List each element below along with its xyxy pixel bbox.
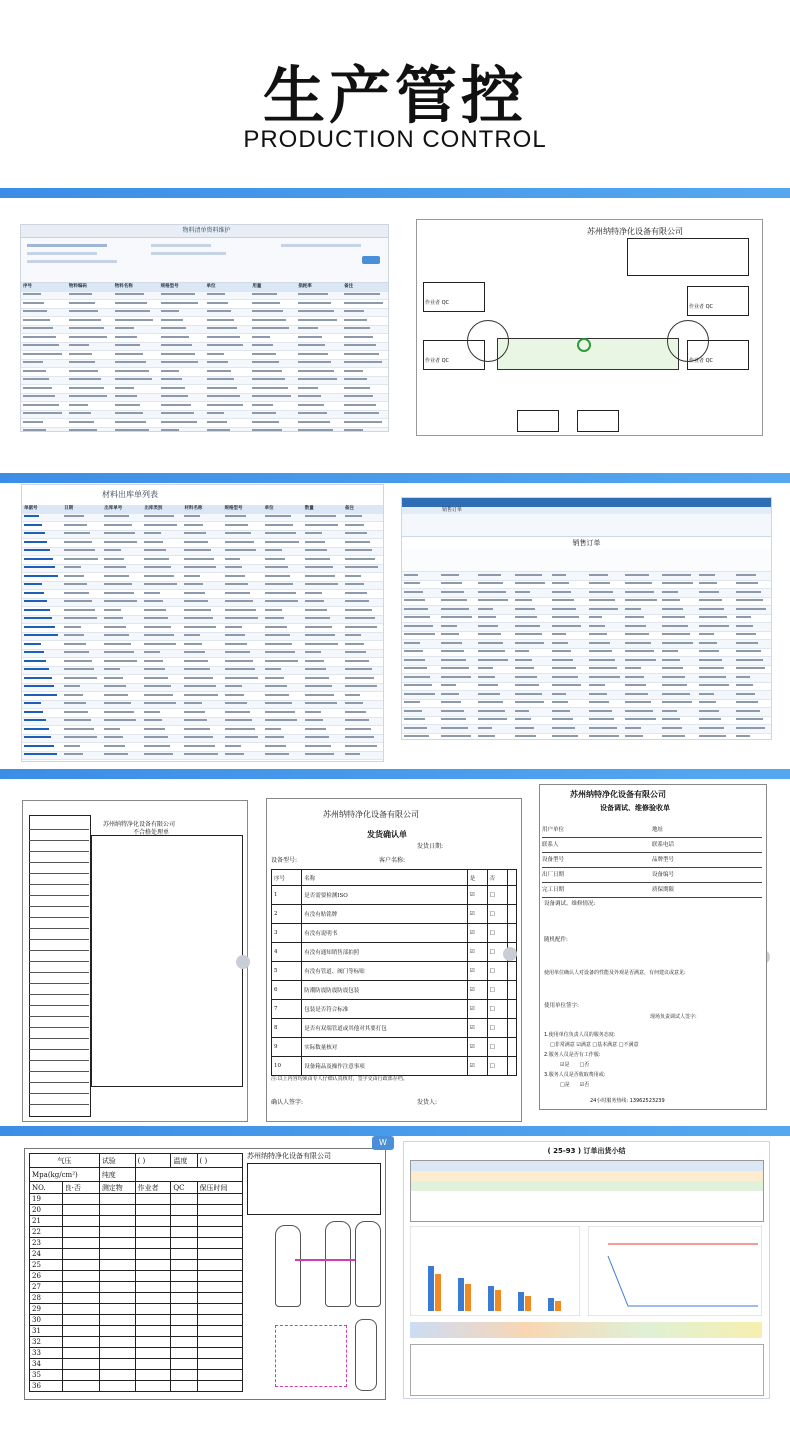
- table-row: [22, 667, 383, 676]
- section-repair: 设备调试、维修情况:: [544, 901, 596, 907]
- table-row: [402, 606, 771, 615]
- checklist-row: 6 防潮防震防震防震包装 ☑ □: [272, 981, 517, 1000]
- date-label: 发货日期:: [417, 843, 444, 850]
- table-row: [22, 633, 383, 642]
- table-row: [21, 326, 388, 335]
- form-field-row: 用户单位 地址: [542, 823, 762, 838]
- question-3: 3.服务人员是否收取费用或:: [544, 1072, 606, 1078]
- form-company: 苏州纳特净化设备有限公司: [570, 789, 666, 799]
- table-row: [22, 522, 383, 531]
- checklist-row: 2 有没有贴铭牌 ☑ □: [272, 905, 517, 924]
- test-row: 27: [30, 1282, 243, 1293]
- table-row: [21, 385, 388, 394]
- bom-maintenance-screenshot: [20, 224, 389, 432]
- carousel-prev-button[interactable]: [236, 955, 250, 969]
- table-row: [402, 572, 771, 581]
- test-row: 26: [30, 1271, 243, 1282]
- question-1: 1.使用单位负责人员的服务态度:: [544, 1032, 616, 1038]
- q2-options: ☑是 □否: [560, 1062, 590, 1068]
- test-row: 33: [30, 1348, 243, 1359]
- engineer-label: 现场负责调试人签字:: [650, 1014, 697, 1020]
- table-row: [22, 735, 383, 744]
- table-row: [21, 343, 388, 352]
- table-row: [21, 419, 388, 428]
- edit-tag[interactable]: W: [372, 1136, 394, 1150]
- table-row: [21, 292, 388, 301]
- table-row: [21, 411, 388, 420]
- table-row: [21, 309, 388, 318]
- table-row: [22, 624, 383, 633]
- form-field-row: 完工日期 质保期限: [542, 883, 762, 898]
- table-row: [22, 556, 383, 565]
- table-header: 单据号 日期 出库单号 出库类别 材料名称 规格型号 单位 数量 备注: [22, 505, 383, 514]
- process-drawing-screenshot: 苏州纳特净化设备有限公司 作业者 QC 作业者 QC 作业者 QC 作业者 QC: [416, 219, 763, 436]
- test-row: 30: [30, 1315, 243, 1326]
- section-divider: [0, 188, 790, 198]
- pressure-test-sheet-scan: [24, 1148, 386, 1400]
- table-header: 序号 物料编码 物料名称 规格型号 单位 用量 损耗率 备注: [21, 283, 388, 292]
- receiver-label: 发货人:: [417, 1099, 438, 1106]
- form-field-row: 出厂日期 设备编号: [542, 868, 762, 883]
- table-row: [22, 599, 383, 608]
- footer-note: 注:以上内容均须由专人仔细认真核对，签字交由行政部存档。: [271, 1076, 408, 1082]
- checklist-row: 10 设备箱品及操作注意事项 ☑ □: [272, 1057, 517, 1076]
- table-row: [22, 650, 383, 659]
- table-row: [22, 514, 383, 523]
- table-row: [22, 726, 383, 735]
- checklist-row: 8 是否有双端管道或其他对其要打包 ☑ □: [272, 1019, 517, 1038]
- table-row: [402, 589, 771, 598]
- page-subtitle: PRODUCTION CONTROL: [243, 126, 547, 153]
- table-row: [22, 548, 383, 557]
- q1-options: □非常满意 ☑满意 □基本满意 □不满意: [550, 1042, 639, 1048]
- nonconforming-form-scan: [22, 800, 248, 1122]
- section-feedback: 使用单位确认人对设备的性能及外观是否满意，有何建议或意见:: [544, 970, 686, 976]
- table-row: [21, 428, 388, 433]
- window-title: 物料清单资料维护: [182, 227, 231, 234]
- table-row: [402, 657, 771, 666]
- customer-label: 客户名称:: [379, 857, 406, 864]
- table-row: [402, 700, 771, 709]
- table-row: [22, 718, 383, 727]
- sales-order-screenshot: [401, 497, 772, 740]
- form-title: 设备调试、维修验收单: [600, 803, 670, 812]
- window-title-bar: [21, 225, 388, 238]
- test-row: 31: [30, 1326, 243, 1337]
- confirm-label: 确认人签字:: [271, 1099, 304, 1106]
- test-row: 19: [30, 1194, 243, 1205]
- table-row: [402, 623, 771, 632]
- table-row: [22, 658, 383, 667]
- order-summary-screenshot: [403, 1141, 770, 1399]
- table-row: [21, 368, 388, 377]
- table-row: [22, 573, 383, 582]
- table-row: [21, 360, 388, 369]
- table-row: [402, 708, 771, 717]
- device-label: 设备型号:: [271, 857, 298, 864]
- table-row: [22, 743, 383, 752]
- table-row: [402, 615, 771, 624]
- test-row: 34: [30, 1359, 243, 1370]
- checklist-row: 1 是否需要检测ISO ☑ □: [272, 886, 517, 905]
- sign-label: 使用单位签字:: [544, 1003, 579, 1009]
- table-row: [402, 674, 771, 683]
- line-chart: [588, 1226, 762, 1316]
- form-company: 苏州纳特净化设备有限公司: [103, 821, 176, 828]
- question-2: 2.服务人员是否有工作服:: [544, 1052, 601, 1058]
- test-row: 32: [30, 1337, 243, 1348]
- table-row: [22, 616, 383, 625]
- tab-sales-order[interactable]: 销售订单: [402, 507, 771, 514]
- form-title: 不合格处理单: [133, 829, 170, 836]
- test-row: 24: [30, 1249, 243, 1260]
- form-company: 苏州纳特净化设备有限公司: [323, 810, 419, 819]
- table-row: [22, 582, 383, 591]
- test-row: 25: [30, 1260, 243, 1271]
- order-title: 销售订单: [572, 539, 601, 547]
- table-row: [21, 394, 388, 403]
- pressure-test-table: 气压 试验 ( ) 温度 ( ) Mpa(kg/cm²) 纯度 NO. 良·否 测定物 作业者 QC 保压时间 19 20 21 22 23 24 25 26 27 28 29 30 31 32 33 34 35 36: [29, 1153, 243, 1392]
- table-row: [402, 640, 771, 649]
- form-title: 发货确认单: [367, 829, 407, 839]
- checklist-row: 4 有没有通知销售部拍照 ☑ □: [272, 943, 517, 962]
- table-row: [402, 734, 771, 741]
- section-accessories: 随机配件:: [544, 937, 568, 943]
- drawing-company: 苏州纳特净化设备有限公司: [247, 1152, 331, 1160]
- test-row: 20: [30, 1205, 243, 1216]
- table-row: [22, 675, 383, 684]
- table-row: [402, 717, 771, 726]
- material-out-list-screenshot: [21, 484, 384, 762]
- test-row: 36: [30, 1381, 243, 1392]
- table-row: [22, 752, 383, 761]
- checklist-row: 9 实际数量核对 ☑ □: [272, 1038, 517, 1057]
- table-row: [402, 598, 771, 607]
- table-row: [22, 641, 383, 650]
- list-title: 材料出库单列表: [102, 490, 158, 499]
- checklist-row: 7 包装是否符合标准 ☑ □: [272, 1000, 517, 1019]
- table-row: [21, 300, 388, 309]
- section-divider: [0, 769, 790, 779]
- table-row: [22, 692, 383, 701]
- test-row: 23: [30, 1238, 243, 1249]
- table-row: [22, 539, 383, 548]
- table-row: [402, 725, 771, 734]
- table-row: [402, 581, 771, 590]
- table-row: [22, 565, 383, 574]
- table-row: [22, 684, 383, 693]
- table-row: [21, 351, 388, 360]
- test-row: 22: [30, 1227, 243, 1238]
- table-row: [22, 531, 383, 540]
- drawing-company: 苏州纳特净化设备有限公司: [587, 227, 683, 236]
- form-field-row: 设备型号 品牌型号: [542, 853, 762, 868]
- checklist-table: 序号 名称 是 否 1 是否需要检测ISO ☑ □ 2 有没有贴铭牌 ☑ □ 3 有没有说明书 ☑ □ 4 有没有通知销售部拍照 ☑ □ 5 有没有管道、阀门等标贴 ☑ □ 6 防潮防震防震防震包装 ☑ □ 7 包装是否符合标准 ☑ □ 8 是否有双端管道或其他对其要打包 ☑ □ 9 实际数量核对 ☑ □ 10 设备箱品及操作注意事项 ☑ □: [271, 869, 517, 1076]
- test-row: 28: [30, 1293, 243, 1304]
- checklist-row: 5 有没有管道、阀门等标贴 ☑ □: [272, 962, 517, 981]
- test-row: 29: [30, 1304, 243, 1315]
- table-row: [21, 317, 388, 326]
- summary-title: ( 25-93 ) 订单出货小结: [547, 1147, 626, 1155]
- table-row: [21, 377, 388, 386]
- section-divider: [0, 473, 790, 483]
- section-divider: [0, 1126, 790, 1136]
- table-row: [402, 683, 771, 692]
- commissioning-form-scan: [539, 784, 767, 1110]
- table-row: [402, 691, 771, 700]
- table-row: [22, 607, 383, 616]
- table-row: [21, 334, 388, 343]
- table-row: [22, 590, 383, 599]
- checklist-row: 3 有没有说明书 ☑ □: [272, 924, 517, 943]
- table-row: [402, 632, 771, 641]
- table-row: [22, 709, 383, 718]
- table-row: [22, 701, 383, 710]
- form-field-row: 联系人 联系电话: [542, 838, 762, 853]
- page-title: 生产管控: [262, 59, 527, 132]
- test-row: 35: [30, 1370, 243, 1381]
- table-row: [402, 666, 771, 675]
- hotline: 24小时服务热线: 13962523239: [590, 1098, 665, 1104]
- table-row: [21, 402, 388, 411]
- table-row: [22, 760, 383, 762]
- delivery-confirmation-scan: [266, 798, 522, 1122]
- table-row: [402, 649, 771, 658]
- carousel-next-button[interactable]: [503, 947, 517, 961]
- q3-options: □是 ☑否: [560, 1082, 590, 1088]
- bar-chart: [410, 1226, 580, 1316]
- test-row: 21: [30, 1216, 243, 1227]
